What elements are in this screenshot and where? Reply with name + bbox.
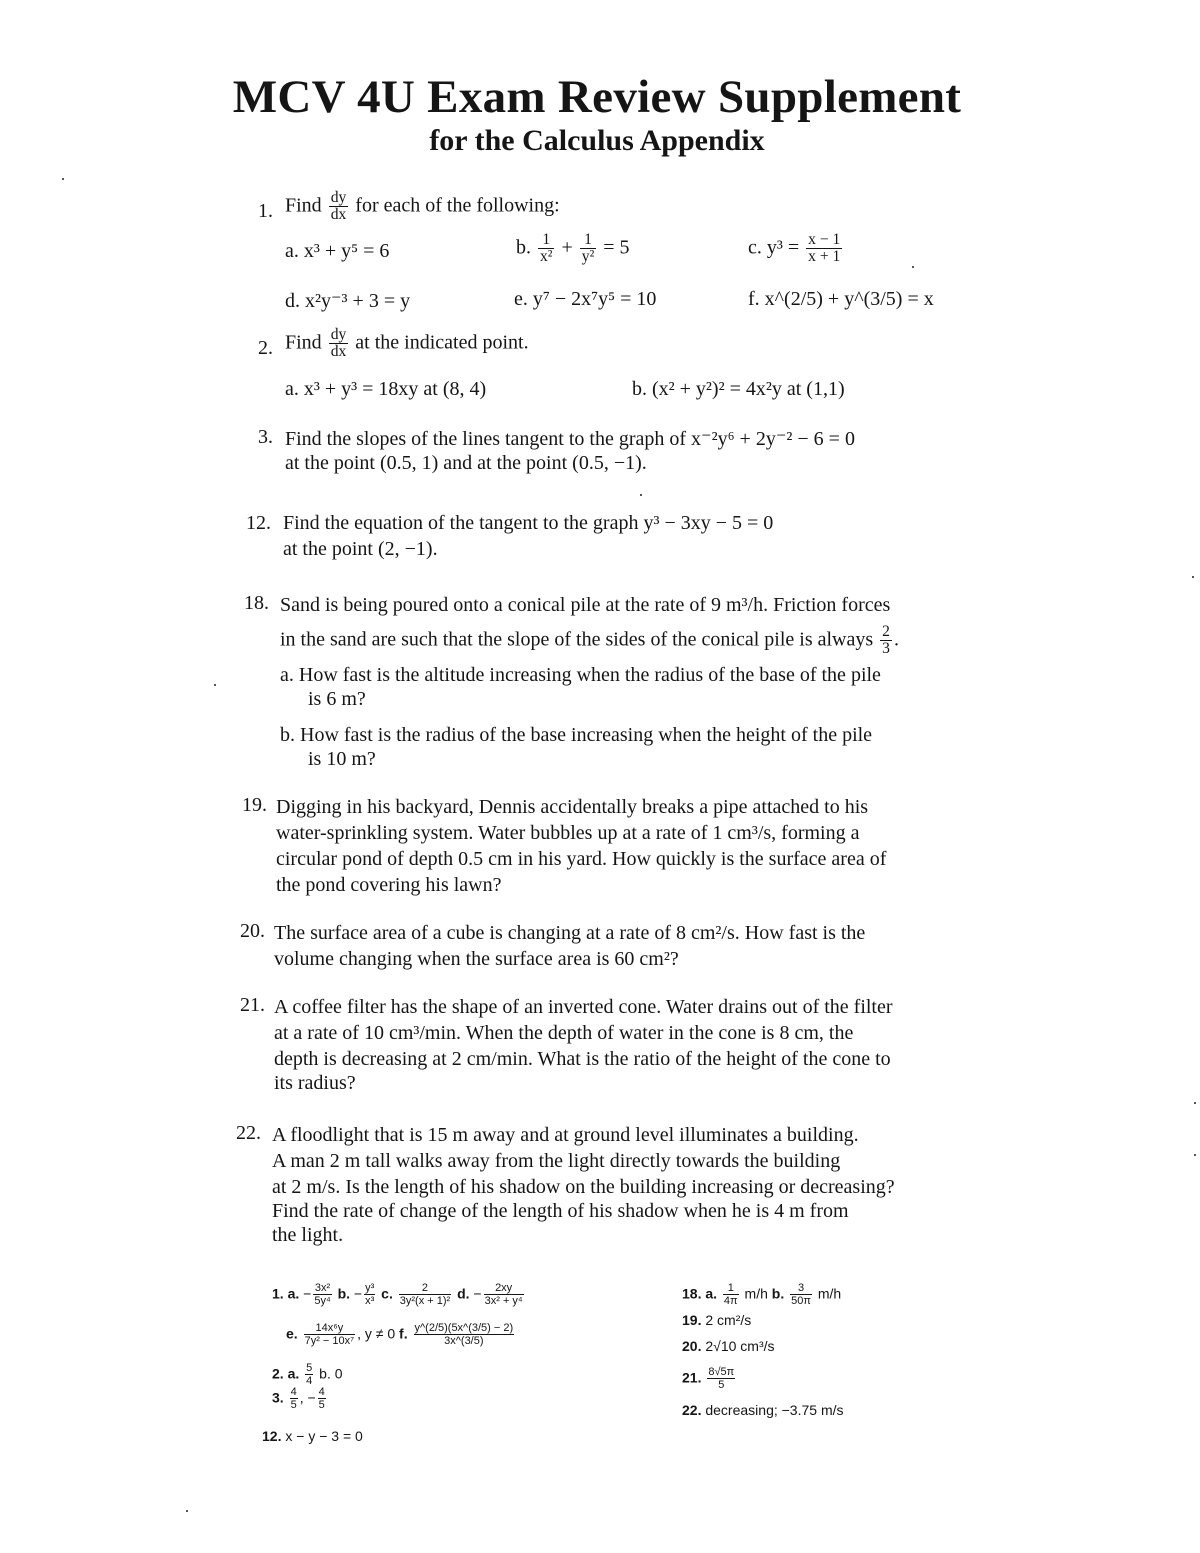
answer-3: 3. $\frac{4}{5}$ , − $\frac{4}{5}$ xyxy=(272,1386,325,1412)
dy-dx-fraction: $\frac{dy}{dx}$ xyxy=(330,189,347,224)
question-text: the pond covering his lawn? xyxy=(276,874,502,896)
answer-20: 20. 2√10 cm³/s xyxy=(682,1338,775,1354)
answer-1-row-1: 1. a. − $\frac{\text{3x²}}{\text{5y⁴}}$ b. − $\frac{\text{y³}}{\text{x³}}$ c. $\frac{2}{\text{3y²(x + 1)²}}$ d. − $\frac{2xy}{\text{3x² + y⁴}}$ xyxy=(272,1282,523,1308)
question-number: 19. xyxy=(242,794,267,816)
answer-21: 21. $\frac{8√5\pi}{5}$ xyxy=(682,1366,735,1392)
answer-12: 12. x − y − 3 = 0 xyxy=(262,1428,363,1444)
dy-dx-fraction: $\frac{dy}{dx}$ xyxy=(330,326,347,361)
answer-19: 19. 2 cm²/s xyxy=(682,1312,752,1328)
scan-speck xyxy=(186,1510,188,1512)
question-number: 21. xyxy=(240,994,265,1016)
scan-speck xyxy=(62,178,64,180)
part-a: a. x³ + y³ = 18xy at (8, 4) xyxy=(285,378,487,400)
question-text: A floodlight that is 15 m away and at ground level illuminates a building. xyxy=(272,1124,859,1146)
part-e: e. y⁷ − 2x⁷y⁵ = 10 xyxy=(514,288,657,310)
question-number: 1. xyxy=(258,200,273,222)
question-text: at the point (0.5, 1) and at the point (0.5, −1). xyxy=(285,452,647,474)
question-text: the light. xyxy=(272,1224,344,1246)
answer-1-row-2: e. $\frac{\text{14x⁶y}}{\text{7y² − 10x⁷}}$ , y ≠ 0 f. $\frac{y\^{}(2/5)(5x\^{}(3/5) - 2)}{3x\^{}(3/5)}$ xyxy=(286,1322,514,1348)
question-number: 18. xyxy=(244,592,269,614)
question-text: depth is decreasing at 2 cm/min. What is the ratio of the height of the cone to xyxy=(274,1048,891,1070)
question-text: Digging in his backyard, Dennis accidentally breaks a pipe attached to his xyxy=(276,796,869,818)
question-text: its radius? xyxy=(274,1072,356,1094)
part-a: a. x³ + y⁵ = 6 xyxy=(285,240,390,262)
part-b: b. (x² + y²)² = 4x²y at (1,1) xyxy=(632,378,845,400)
part-b: b. $\frac{1}{\text{x²}}$ + $\frac{1}{\text{y²}}$ = 5 xyxy=(516,231,630,266)
question-text: Find the slopes of the lines tangent to the graph of x⁻²y⁶ + 2y⁻² − 6 = 0 xyxy=(285,428,855,450)
question-text: The surface area of a cube is changing at a rate of 8 cm²/s. How fast is the xyxy=(274,922,866,944)
question-text: circular pond of depth 0.5 cm in his yard. How quickly is the surface area of xyxy=(276,848,887,870)
question-text: at 2 m/s. Is the length of his shadow on the building increasing or decreasing? xyxy=(272,1176,895,1198)
part-a: is 6 m? xyxy=(308,688,366,710)
question-1-prompt xyxy=(285,190,560,224)
question-number: 20. xyxy=(240,920,265,942)
page-subtitle: for the Calculus Appendix xyxy=(429,124,765,157)
scan-speck xyxy=(1194,1102,1196,1104)
page-title: MCV 4U Exam Review Supplement xyxy=(232,71,962,123)
question-text: water-sprinkling system. Water bubbles up at a rate of 1 cm³/s, forming a xyxy=(276,822,860,844)
scan-speck xyxy=(214,684,216,686)
question-text: volume changing when the surface area is 60 cm²? xyxy=(274,948,679,970)
slope-fraction: $\frac{2}{3}$ xyxy=(882,623,890,658)
answer-18: 18. a. $\frac{1}{4\pi}$ m/h b. $\frac{3}{50\pi}$ m/h xyxy=(682,1282,842,1308)
question-number: 3. xyxy=(258,426,273,448)
question-text: for each of the following: xyxy=(355,194,560,217)
question-number: 2. xyxy=(258,337,273,359)
scan-speck xyxy=(640,494,642,496)
question-text: Find xyxy=(285,194,322,217)
part-c: c. y³ = $\frac{x - 1}{x + 1}$ xyxy=(748,231,841,266)
part-b: b. How fast is the radius of the base increasing when the height of the pile xyxy=(280,724,873,746)
answer-22: 22. decreasing; −3.75 m/s xyxy=(682,1402,844,1418)
question-number: 12. xyxy=(246,512,271,534)
question-text: Sand is being poured onto a conical pile at the rate of 9 m³/h. Friction forces xyxy=(280,594,891,616)
question-text: at the point (2, −1). xyxy=(283,538,438,560)
part-a: a. How fast is the altitude increasing when the radius of the base of the pile xyxy=(280,664,881,686)
question-text: at a rate of 10 cm³/min. When the depth of water in the cone is 8 cm, the xyxy=(274,1022,854,1044)
scan-speck xyxy=(1194,1154,1196,1156)
question-2-prompt: Find $\frac{dy}{dx}$ at the indicated point. xyxy=(285,326,529,361)
question-text: Find the rate of change of the length of his shadow when he is 4 m from xyxy=(272,1200,849,1222)
part-f: f. x^(2/5) + y^(3/5) = x xyxy=(748,288,934,310)
question-text: Find the equation of the tangent to the graph y³ − 3xy − 5 = 0 xyxy=(283,512,774,534)
scan-speck xyxy=(912,266,914,268)
question-text: A coffee filter has the shape of an inverted cone. Water drains out of the filter xyxy=(274,996,893,1018)
question-number: 22. xyxy=(236,1122,261,1144)
question-text: in the sand are such that the slope of the sides of the conical pile is always $\frac{2}{3}$ . xyxy=(280,623,899,658)
answer-2: 2. a. $\frac{5}{4}$ b. 0 xyxy=(272,1362,343,1388)
scan-speck xyxy=(1192,576,1194,578)
question-text: A man 2 m tall walks away from the light directly towards the building xyxy=(272,1150,841,1172)
part-d: d. x²y⁻³ + 3 = y xyxy=(285,290,411,312)
part-b: is 10 m? xyxy=(308,748,376,770)
